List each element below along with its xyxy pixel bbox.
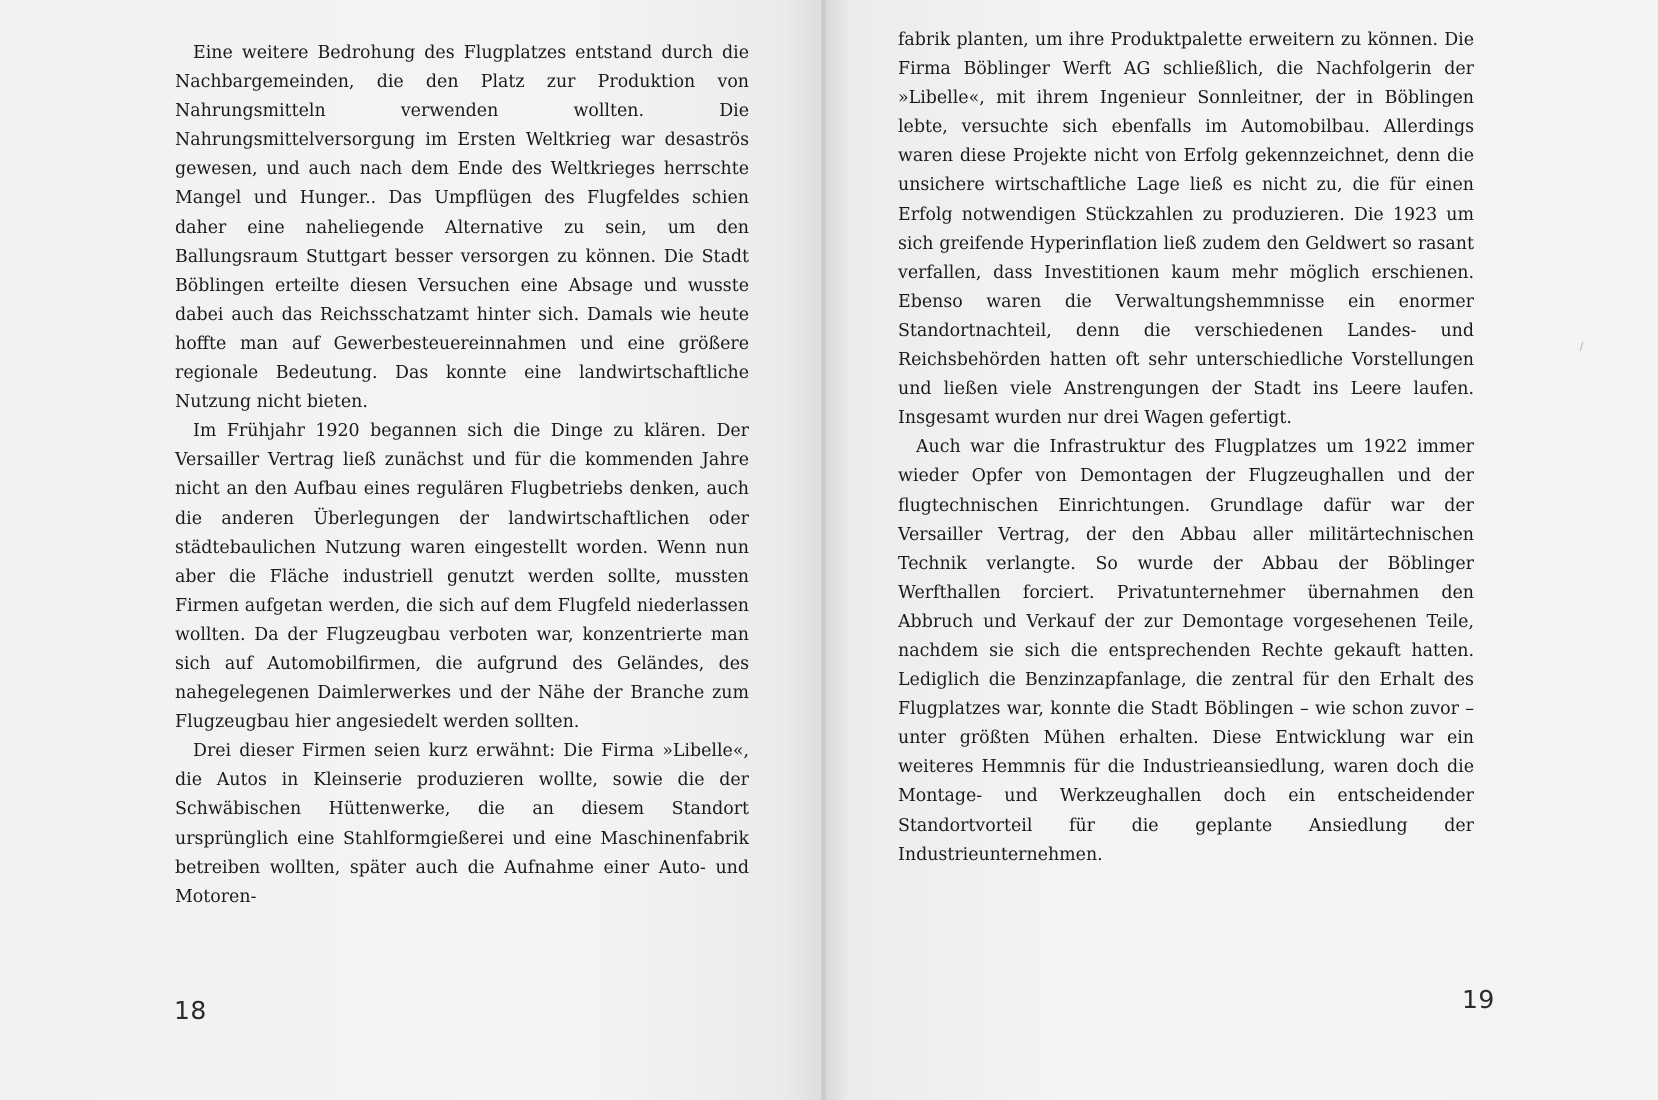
left-page	[0, 0, 824, 1100]
left-paragraph-2: Im Frühjahr 1920 begannen sich die Dinge zu klären. Der Versailler Vertrag ließ zunächst und für die kommenden Jahre nicht an den Aufbau eines regulären Flugbetriebs denken, auch die anderen Überlegungen der landwirtschaftlichen oder städtebaulichen Nutzung waren eingestellt worden. Wenn nun aber die Fläche industriell genutzt werden sollte, mussten Firmen aufgetan werden, die sich auf dem Flugfeld niederlassen wollten. Da der Flugzeugbau verboten war, konzentrierte man sich auf Automobilfirmen, die aufgrund des Geländes, des nahegelegenen Daimlerwerkes und der Nähe der Branche zum Flugzeugbau hier angesiedelt werden sollten.	[175, 421, 749, 733]
right-page-number: 19	[1462, 985, 1495, 1014]
left-paragraph-3: Drei dieser Firmen seien kurz erwähnt: Die Firma »Libelle«, die Autos in Kleinserie produzieren wollte, sowie die der Schwäbischen Hüttenwerke, die an diesem Standort ursprünglich eine Stahlformgießerei und eine Maschinenfabrik betreiben wollten, später auch die Aufnahme einer Auto- und Motoren-	[175, 741, 749, 907]
left-page-body	[175, 39, 749, 912]
margin-mark	[1580, 342, 1587, 351]
left-page-number: 18	[174, 996, 207, 1025]
right-page-body	[898, 26, 1474, 870]
right-paragraph-1: fabrik planten, um ihre Produktpalette erweitern zu können. Die Firma Böblinger Werft AG schließlich, die Nachfolgerin der »Libelle«, mit ihrem Ingenieur Sonnleitner, der in Böblingen lebte, versuchte sich ebenfalls im Automobilbau. Allerdings waren diese Projekte nicht von Erfolg gekennzeichnet, denn die unsichere wirtschaftliche Lage ließ es nicht zu, die für einen Erfolg notwendigen Stückzahlen zu produzieren. Die 1923 um sich greifende Hyperinflation ließ zudem den Geldwert so rasant verfallen, dass Investitionen kaum mehr möglich erschienen. Ebenso waren die Verwaltungshemmnisse ein enormer Standortnachteil, denn die verschiedenen Landes- und Reichsbehörden hatten oft sehr unterschiedliche Vorstellungen und ließen viele Anstrengungen der Stadt ins Leere laufen. Insgesamt wurden nur drei Wagen gefertigt.	[898, 30, 1474, 429]
left-paragraph-1: Eine weitere Bedrohung des Flugplatzes entstand durch die Nachbargemeinden, die den Platz zur Produktion von Nahrungsmitteln verwenden wollten. Die Nahrungsmittelversorgung im Ersten Weltkrieg war desaströs gewesen, und auch nach dem Ende des Weltkrieges herrschte Mangel und Hunger.. Das Umpflügen des Flugfeldes schien daher eine naheliegende Alternative zu sein, um den Ballungsraum Stuttgart besser versorgen zu können. Die Stadt Böblingen erteilte diesen Versuchen eine Absage und wusste dabei auch das Reichsschatzamt hinter sich. Damals wie heute hoffte man auf Gewerbesteuereinnahmen und eine größere regionale Bedeutung. Das konnte eine landwirtschaftliche Nutzung nicht bieten.	[175, 43, 749, 413]
right-paragraph-2: Auch war die Infrastruktur des Flugplatzes um 1922 immer wieder Opfer von Demontagen der Flugzeughallen und der flugtechnischen Einrichtungen. Grundlage dafür war der Versailler Vertrag, der den Abbau aller militärtechnischen Technik verlangte. So wurde der Abbau der Böblinger Werfthallen forciert. Privatunternehmer übernahmen den Abbruch und Verkauf der zur Demontage vorgesehenen Teile, nachdem sie sich die entsprechenden Rechte gekauft hatten. Lediglich die Benzinzapfanlage, die zentral für den Erhalt des Flugplatzes war, konnte die Stadt Böblingen – wie schon zuvor – unter größten Mühen erhalten. Diese Entwicklung war ein weiteres Hemmnis für die Industrieansiedlung, waren doch die Montage- und Werkzeughallen doch ein entscheidender Standortvorteil für die geplante Ansiedlung der Industrieunternehmen.	[898, 437, 1474, 865]
right-page	[826, 0, 1658, 1100]
